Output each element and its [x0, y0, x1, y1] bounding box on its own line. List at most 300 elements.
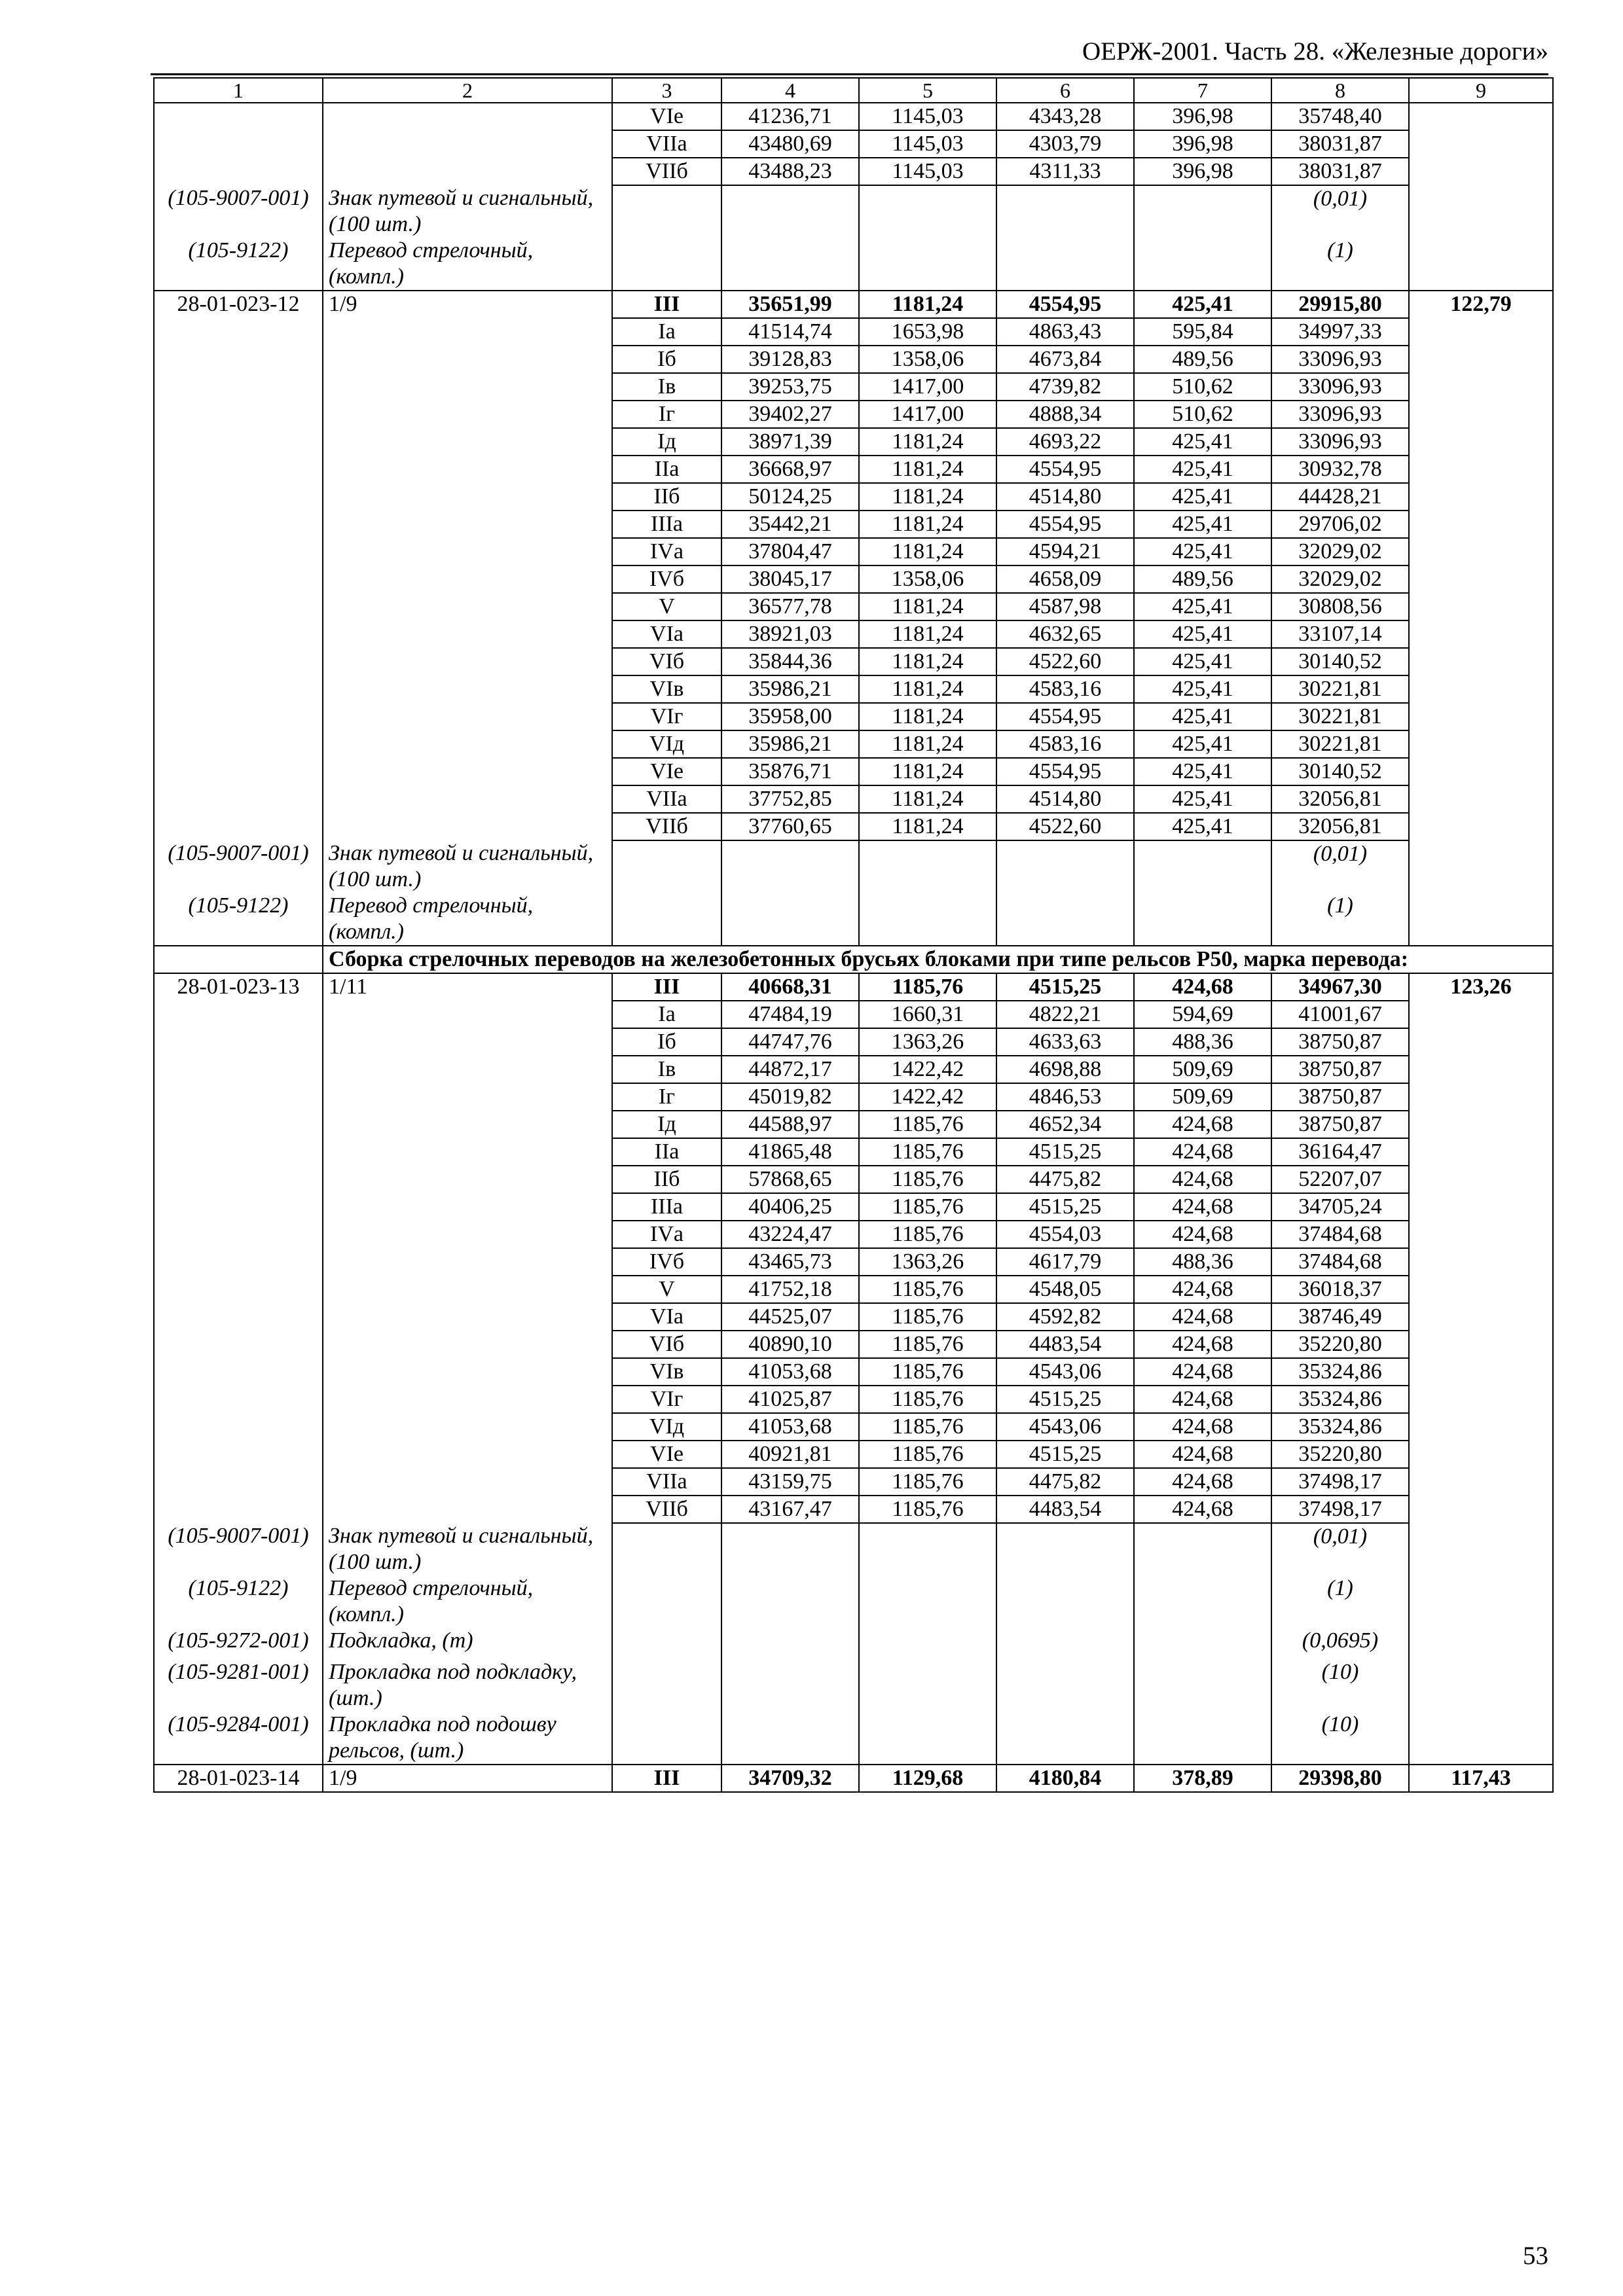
labor-cell: 123,26	[1409, 973, 1553, 1001]
table-row	[154, 1056, 1553, 1083]
resource-row	[154, 1659, 1553, 1712]
empty-cell	[859, 840, 996, 893]
labor-cell: 117,43	[1409, 1765, 1553, 1792]
labor-cell	[1409, 130, 1553, 158]
zone-cell: IIIа	[612, 511, 721, 538]
labor-cell	[1409, 1221, 1553, 1248]
resource-name-cell: Перевод стрелочный, (компл.)	[323, 1575, 612, 1628]
machinist-wages-cell: 509,69	[1134, 1083, 1271, 1111]
machines-cell: 4483,54	[996, 1331, 1134, 1358]
switch-mark-cell	[323, 813, 612, 840]
table-row	[154, 1331, 1553, 1358]
zone-cell: Iг	[612, 1083, 721, 1111]
zone-cell: Iа	[612, 318, 721, 346]
zone-cell: V	[612, 1276, 721, 1303]
rate-code-cell	[154, 1303, 323, 1331]
empty-cell	[996, 1659, 1134, 1712]
machines-cell: 4554,95	[996, 291, 1134, 318]
materials-cell: 36164,47	[1271, 1138, 1409, 1166]
empty-cell	[721, 238, 859, 291]
column-number: 4	[721, 78, 859, 103]
table-row	[154, 1303, 1553, 1331]
wages-cell: 1358,06	[859, 346, 996, 373]
total-cost-cell: 40668,31	[721, 973, 859, 1001]
switch-mark-cell	[323, 648, 612, 675]
wages-cell: 1422,42	[859, 1056, 996, 1083]
materials-cell: 37498,17	[1271, 1496, 1409, 1523]
machines-cell: 4693,22	[996, 428, 1134, 456]
switch-mark-cell	[323, 401, 612, 428]
labor-cell	[1409, 648, 1553, 675]
materials-cell: 37484,68	[1271, 1248, 1409, 1276]
materials-cell: 30140,52	[1271, 648, 1409, 675]
zone-cell: Iб	[612, 1028, 721, 1056]
table-row	[154, 620, 1553, 648]
table-row	[154, 648, 1553, 675]
resource-code-cell: (105-9007-001)	[154, 185, 323, 238]
machinist-wages-cell: 424,68	[1134, 1441, 1271, 1468]
rate-code-cell	[154, 1193, 323, 1221]
table-row	[154, 703, 1553, 730]
rate-code-cell: 28-01-023-12	[154, 291, 323, 318]
wages-cell: 1185,76	[859, 1221, 996, 1248]
switch-mark-cell	[323, 456, 612, 483]
materials-cell: 33096,93	[1271, 401, 1409, 428]
switch-mark-cell	[323, 1001, 612, 1028]
rate-code-cell	[154, 483, 323, 511]
machinist-wages-cell: 378,89	[1134, 1765, 1271, 1792]
empty-cell	[721, 893, 859, 946]
table-row	[154, 1468, 1553, 1496]
materials-cell: 34705,24	[1271, 1193, 1409, 1221]
empty-cell	[1409, 1575, 1553, 1628]
column-number: 9	[1409, 78, 1553, 103]
wages-cell: 1185,76	[859, 1276, 996, 1303]
machinist-wages-cell: 488,36	[1134, 1028, 1271, 1056]
labor-cell	[1409, 1166, 1553, 1193]
rate-code-cell	[154, 373, 323, 401]
column-number: 1	[154, 78, 323, 103]
switch-mark-cell	[323, 730, 612, 758]
materials-cell: 30221,81	[1271, 730, 1409, 758]
resource-quantity-cell: (1)	[1271, 238, 1409, 291]
wages-cell: 1181,24	[859, 813, 996, 840]
machinist-wages-cell: 425,41	[1134, 483, 1271, 511]
machines-cell: 4311,33	[996, 158, 1134, 185]
empty-cell	[859, 1659, 996, 1712]
zone-cell: III	[612, 291, 721, 318]
empty-cell	[721, 1628, 859, 1659]
resource-row	[154, 1628, 1553, 1659]
zone-cell: IIб	[612, 483, 721, 511]
labor-cell	[1409, 1111, 1553, 1138]
zone-cell: VIIб	[612, 1496, 721, 1523]
machines-cell: 4548,05	[996, 1276, 1134, 1303]
empty-cell	[996, 1628, 1134, 1659]
switch-mark-cell	[323, 373, 612, 401]
materials-cell: 30221,81	[1271, 703, 1409, 730]
total-cost-cell: 43159,75	[721, 1468, 859, 1496]
total-cost-cell: 43480,69	[721, 130, 859, 158]
table-row	[154, 1276, 1553, 1303]
total-cost-cell: 38921,03	[721, 620, 859, 648]
total-cost-cell: 39402,27	[721, 401, 859, 428]
resource-code-cell: (105-9122)	[154, 893, 323, 946]
machinist-wages-cell: 425,41	[1134, 428, 1271, 456]
empty-cell	[859, 1712, 996, 1765]
wages-cell: 1181,24	[859, 291, 996, 318]
wages-cell: 1363,26	[859, 1028, 996, 1056]
machinist-wages-cell: 594,69	[1134, 1001, 1271, 1028]
machines-cell: 4846,53	[996, 1083, 1134, 1111]
machinist-wages-cell: 424,68	[1134, 1358, 1271, 1386]
zone-cell: VIIа	[612, 130, 721, 158]
materials-cell: 38750,87	[1271, 1083, 1409, 1111]
empty-cell	[612, 893, 721, 946]
column-numbers-row	[154, 78, 1553, 103]
machinist-wages-cell: 425,41	[1134, 813, 1271, 840]
rate-code-cell	[154, 538, 323, 565]
materials-cell: 38031,87	[1271, 158, 1409, 185]
total-cost-cell: 41053,68	[721, 1413, 859, 1441]
labor-cell	[1409, 620, 1553, 648]
machinist-wages-cell: 396,98	[1134, 103, 1271, 130]
table-row	[154, 785, 1553, 813]
machines-cell: 4303,79	[996, 130, 1134, 158]
zone-cell: VIе	[612, 1441, 721, 1468]
machinist-wages-cell: 425,41	[1134, 730, 1271, 758]
switch-mark-cell	[323, 758, 612, 785]
machines-cell: 4658,09	[996, 565, 1134, 593]
empty-cell	[721, 1659, 859, 1712]
total-cost-cell: 41053,68	[721, 1358, 859, 1386]
empty-cell	[996, 1575, 1134, 1628]
column-number: 2	[323, 78, 612, 103]
wages-cell: 1181,24	[859, 511, 996, 538]
rate-code-cell	[154, 1468, 323, 1496]
table-row	[154, 1765, 1553, 1792]
empty-cell	[721, 1712, 859, 1765]
empty-cell	[1134, 1523, 1271, 1575]
labor-cell	[1409, 1303, 1553, 1331]
table-row	[154, 103, 1553, 130]
switch-mark-cell	[323, 1413, 612, 1441]
rate-code-cell	[154, 1138, 323, 1166]
machines-cell: 4343,28	[996, 103, 1134, 130]
materials-cell: 35220,80	[1271, 1441, 1409, 1468]
switch-mark-cell	[323, 1276, 612, 1303]
machines-cell: 4587,98	[996, 593, 1134, 620]
switch-mark-cell	[323, 1303, 612, 1331]
total-cost-cell: 35986,21	[721, 730, 859, 758]
total-cost-cell: 37760,65	[721, 813, 859, 840]
rate-code-cell: 28-01-023-13	[154, 973, 323, 1001]
rate-code-cell	[154, 346, 323, 373]
zone-cell: VIIб	[612, 158, 721, 185]
labor-cell	[1409, 675, 1553, 703]
switch-mark-cell	[323, 1111, 612, 1138]
machinist-wages-cell: 424,68	[1134, 1496, 1271, 1523]
empty-cell	[996, 185, 1134, 238]
resource-quantity-cell: (1)	[1271, 893, 1409, 946]
table-row	[154, 373, 1553, 401]
total-cost-cell: 41236,71	[721, 103, 859, 130]
labor-cell	[1409, 593, 1553, 620]
labor-cell	[1409, 401, 1553, 428]
total-cost-cell: 38045,17	[721, 565, 859, 593]
switch-mark-cell	[323, 1138, 612, 1166]
switch-mark-cell	[323, 620, 612, 648]
switch-mark-cell	[323, 538, 612, 565]
machines-cell: 4617,79	[996, 1248, 1134, 1276]
total-cost-cell: 44747,76	[721, 1028, 859, 1056]
wages-cell: 1181,24	[859, 593, 996, 620]
wages-cell: 1185,76	[859, 1111, 996, 1138]
rate-code-cell	[154, 648, 323, 675]
machinist-wages-cell: 424,68	[1134, 1386, 1271, 1413]
wages-cell: 1417,00	[859, 401, 996, 428]
labor-cell: 122,79	[1409, 291, 1553, 318]
rate-code-cell	[154, 1248, 323, 1276]
wages-cell: 1185,76	[859, 1468, 996, 1496]
total-cost-cell: 57868,65	[721, 1166, 859, 1193]
machines-cell: 4888,34	[996, 401, 1134, 428]
labor-cell	[1409, 1028, 1553, 1056]
labor-cell	[1409, 1441, 1553, 1468]
materials-cell: 44428,21	[1271, 483, 1409, 511]
switch-mark-cell	[323, 785, 612, 813]
switch-mark-cell	[323, 346, 612, 373]
wages-cell: 1181,24	[859, 703, 996, 730]
labor-cell	[1409, 785, 1553, 813]
labor-cell	[1409, 428, 1553, 456]
empty-cell	[1409, 1628, 1553, 1659]
machinist-wages-cell: 425,41	[1134, 291, 1271, 318]
wages-cell: 1185,76	[859, 973, 996, 1001]
wages-cell: 1185,76	[859, 1386, 996, 1413]
wages-cell: 1653,98	[859, 318, 996, 346]
machinist-wages-cell: 424,68	[1134, 1166, 1271, 1193]
resource-name-cell: Перевод стрелочный, (компл.)	[323, 238, 612, 291]
switch-mark-cell	[323, 1441, 612, 1468]
machinist-wages-cell: 424,68	[1134, 1193, 1271, 1221]
section-blank-cell	[154, 946, 323, 973]
resource-quantity-cell: (10)	[1271, 1659, 1409, 1712]
machinist-wages-cell: 425,41	[1134, 593, 1271, 620]
switch-mark-cell	[323, 565, 612, 593]
machinist-wages-cell: 424,68	[1134, 1111, 1271, 1138]
switch-mark-cell	[323, 318, 612, 346]
rate-code-cell	[154, 1166, 323, 1193]
resource-quantity-cell: (0,01)	[1271, 185, 1409, 238]
wages-cell: 1185,76	[859, 1358, 996, 1386]
zone-cell: VIа	[612, 1303, 721, 1331]
machinist-wages-cell: 396,98	[1134, 158, 1271, 185]
empty-cell	[721, 185, 859, 238]
resource-row	[154, 1712, 1553, 1765]
materials-cell: 30808,56	[1271, 593, 1409, 620]
resource-quantity-cell: (0,0695)	[1271, 1628, 1409, 1659]
machinist-wages-cell: 424,68	[1134, 1303, 1271, 1331]
zone-cell: VIIа	[612, 785, 721, 813]
resource-quantity-cell: (0,01)	[1271, 840, 1409, 893]
materials-cell: 36018,37	[1271, 1276, 1409, 1303]
wages-cell: 1181,24	[859, 648, 996, 675]
switch-mark-cell	[323, 428, 612, 456]
resource-code-cell: (105-9122)	[154, 1575, 323, 1628]
labor-cell	[1409, 1358, 1553, 1386]
total-cost-cell: 35876,71	[721, 758, 859, 785]
total-cost-cell: 37804,47	[721, 538, 859, 565]
rate-code-cell	[154, 158, 323, 185]
total-cost-cell: 41865,48	[721, 1138, 859, 1166]
switch-mark-cell	[323, 1221, 612, 1248]
zone-cell: Iб	[612, 346, 721, 373]
table-row	[154, 401, 1553, 428]
total-cost-cell: 35442,21	[721, 511, 859, 538]
rate-code-cell	[154, 401, 323, 428]
empty-cell	[612, 1712, 721, 1765]
machinist-wages-cell: 425,41	[1134, 511, 1271, 538]
empty-cell	[612, 1628, 721, 1659]
column-number: 3	[612, 78, 721, 103]
empty-cell	[859, 893, 996, 946]
rate-code-cell	[154, 703, 323, 730]
labor-cell	[1409, 1248, 1553, 1276]
empty-cell	[1134, 1659, 1271, 1712]
zone-cell: VIIб	[612, 813, 721, 840]
labor-cell	[1409, 318, 1553, 346]
zone-cell: VIг	[612, 703, 721, 730]
rate-code-cell	[154, 1386, 323, 1413]
empty-cell	[859, 1628, 996, 1659]
materials-cell: 34997,33	[1271, 318, 1409, 346]
rates-table	[153, 77, 1554, 1793]
empty-cell	[1409, 840, 1553, 893]
resource-name-cell: Знак путевой и сигнальный, (100 шт.)	[323, 840, 612, 893]
table-row	[154, 318, 1553, 346]
machines-cell: 4515,25	[996, 973, 1134, 1001]
wages-cell: 1185,76	[859, 1138, 996, 1166]
rate-code-cell: 28-01-023-14	[154, 1765, 323, 1792]
machinist-wages-cell: 595,84	[1134, 318, 1271, 346]
wages-cell: 1363,26	[859, 1248, 996, 1276]
switch-mark-cell	[323, 1496, 612, 1523]
section-heading-row	[154, 946, 1553, 973]
machines-cell: 4515,25	[996, 1441, 1134, 1468]
zone-cell: VIд	[612, 1413, 721, 1441]
labor-cell	[1409, 1083, 1553, 1111]
wages-cell: 1185,76	[859, 1441, 996, 1468]
machinist-wages-cell: 425,41	[1134, 648, 1271, 675]
column-number: 7	[1134, 78, 1271, 103]
table-row	[154, 813, 1553, 840]
wages-cell: 1181,24	[859, 538, 996, 565]
zone-cell: VIа	[612, 620, 721, 648]
machines-cell: 4522,60	[996, 813, 1134, 840]
rate-code-cell	[154, 1331, 323, 1358]
empty-cell	[996, 893, 1134, 946]
empty-cell	[1409, 1523, 1553, 1575]
empty-cell	[996, 1712, 1134, 1765]
machinist-wages-cell: 425,41	[1134, 538, 1271, 565]
rate-code-cell	[154, 813, 323, 840]
total-cost-cell: 40406,25	[721, 1193, 859, 1221]
materials-cell: 33096,93	[1271, 428, 1409, 456]
machines-cell: 4583,16	[996, 675, 1134, 703]
materials-cell: 29915,80	[1271, 291, 1409, 318]
wages-cell: 1185,76	[859, 1496, 996, 1523]
switch-mark-cell	[323, 1358, 612, 1386]
total-cost-cell: 36668,97	[721, 456, 859, 483]
wages-cell: 1145,03	[859, 158, 996, 185]
zone-cell: IVб	[612, 565, 721, 593]
zone-cell: Iг	[612, 401, 721, 428]
labor-cell	[1409, 1413, 1553, 1441]
wages-cell: 1185,76	[859, 1193, 996, 1221]
total-cost-cell: 43167,47	[721, 1496, 859, 1523]
table-row	[154, 593, 1553, 620]
switch-mark-cell	[323, 1083, 612, 1111]
rate-code-cell	[154, 456, 323, 483]
wages-cell: 1181,24	[859, 675, 996, 703]
materials-cell: 29706,02	[1271, 511, 1409, 538]
table-row	[154, 730, 1553, 758]
machines-cell: 4475,82	[996, 1468, 1134, 1496]
table-row	[154, 1001, 1553, 1028]
empty-cell	[1134, 1628, 1271, 1659]
zone-cell: III	[612, 973, 721, 1001]
switch-mark-cell	[323, 1193, 612, 1221]
machines-cell: 4554,95	[996, 758, 1134, 785]
switch-mark-cell	[323, 483, 612, 511]
machines-cell: 4583,16	[996, 730, 1134, 758]
switch-mark-cell	[323, 511, 612, 538]
rate-code-cell	[154, 620, 323, 648]
wages-cell: 1185,76	[859, 1413, 996, 1441]
table-row	[154, 1221, 1553, 1248]
rate-code-cell	[154, 785, 323, 813]
total-cost-cell: 40890,10	[721, 1331, 859, 1358]
empty-cell	[859, 185, 996, 238]
machinist-wages-cell: 488,36	[1134, 1248, 1271, 1276]
total-cost-cell: 37752,85	[721, 785, 859, 813]
machines-cell: 4554,95	[996, 511, 1134, 538]
resource-name-cell: Знак путевой и сигнальный, (100 шт.)	[323, 1523, 612, 1575]
machines-cell: 4673,84	[996, 346, 1134, 373]
zone-cell: Iд	[612, 1111, 721, 1138]
empty-cell	[996, 1523, 1134, 1575]
page-header-title: ОЕРЖ-2001. Часть 28. «Железные дороги»	[1082, 37, 1548, 65]
table-row	[154, 758, 1553, 785]
materials-cell: 37484,68	[1271, 1221, 1409, 1248]
materials-cell: 32029,02	[1271, 538, 1409, 565]
zone-cell: IIа	[612, 1138, 721, 1166]
total-cost-cell: 35651,99	[721, 291, 859, 318]
rate-code-cell	[154, 428, 323, 456]
materials-cell: 30221,81	[1271, 675, 1409, 703]
empty-cell	[612, 840, 721, 893]
zone-cell: VIе	[612, 758, 721, 785]
table-row	[154, 1083, 1553, 1111]
resource-quantity-cell: (10)	[1271, 1712, 1409, 1765]
machinist-wages-cell: 425,41	[1134, 703, 1271, 730]
empty-cell	[1134, 185, 1271, 238]
resource-name-cell: Перевод стрелочный, (компл.)	[323, 893, 612, 946]
wages-cell: 1181,24	[859, 428, 996, 456]
zone-cell: VIд	[612, 730, 721, 758]
materials-cell: 33107,14	[1271, 620, 1409, 648]
